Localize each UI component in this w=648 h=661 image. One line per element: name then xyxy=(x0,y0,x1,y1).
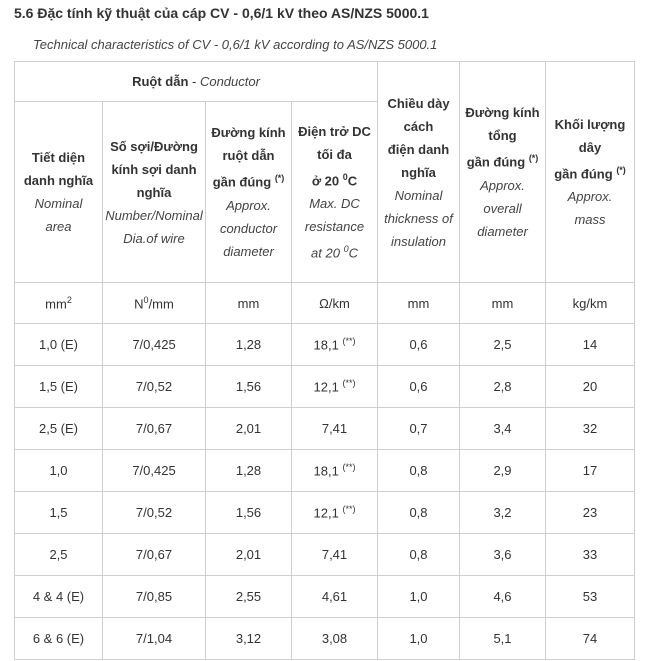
cell-resistance: 12,1 (**) xyxy=(292,366,378,408)
section-title: 5.6 Đặc tính kỹ thuật của cáp CV - 0,6/1 kV theo AS/NZS 5000.1 xyxy=(14,5,429,21)
cell-insulation: 0,7 xyxy=(378,408,460,450)
cell-overall-diameter: 3,6 xyxy=(460,534,546,576)
cell-conductor-diameter: 2,01 xyxy=(206,408,292,450)
conductor-group-header xyxy=(15,62,378,102)
cell-wire: 7/0,52 xyxy=(103,492,206,534)
col-3-vi-suffix: C xyxy=(347,173,358,188)
col-6-vi-line: dây xyxy=(578,139,602,155)
col-5-vi-line: Đường kính xyxy=(465,105,540,121)
cell-mass: 23 xyxy=(546,492,635,534)
col-0-vi-line: danh nghĩa xyxy=(23,173,94,188)
cell-resistance-note: (**) xyxy=(342,462,356,473)
col-4-en-line: thickness of xyxy=(384,210,453,226)
col-2-en-line: diameter xyxy=(223,243,274,259)
col-2-vi-sup: (*) xyxy=(274,173,285,184)
col-2-vi-line: Đường kính xyxy=(211,125,286,141)
table-row xyxy=(15,618,635,660)
unit-overall: mm xyxy=(460,283,546,324)
cell-overall-diameter: 2,9 xyxy=(460,450,546,492)
col-5-en-line: diameter xyxy=(477,223,528,239)
cell-area: 1,0 xyxy=(15,450,103,492)
conductor-label-en: Conductor xyxy=(199,74,260,89)
cell-resistance-note: (**) xyxy=(342,504,356,515)
cell-resistance: 18,1 (**) xyxy=(292,324,378,366)
cell-conductor-diameter: 1,28 xyxy=(206,324,292,366)
col-0-vi-line: Tiết diện xyxy=(31,150,86,165)
col-2-vi-line: ruột dẫn xyxy=(222,148,275,164)
header-row-top xyxy=(15,62,635,102)
cell-resistance: 7,41 xyxy=(292,408,378,450)
col-3-en-line: Max. DC xyxy=(309,196,360,211)
cell-wire: 7/0,67 xyxy=(103,534,206,576)
unit-resistance: Ω/km xyxy=(292,283,378,324)
cell-resistance: 7,41 xyxy=(292,534,378,576)
col-3-vi-sup: 0 xyxy=(342,171,348,182)
col-0-en-line: Nominal xyxy=(34,196,83,211)
unit-area: $mm^2$ xyxy=(15,283,103,324)
cell-conductor-diameter: 1,28 xyxy=(206,450,292,492)
col-1-vi-line: Số sợi/Đường xyxy=(110,138,198,154)
cell-area: 6 & 6 (E) xyxy=(15,618,103,660)
col-5-vi-line: tổng xyxy=(488,128,517,144)
column-header-3 xyxy=(292,102,378,283)
cell-resistance: 4,61 xyxy=(292,576,378,618)
cell-overall-diameter: 4,6 xyxy=(460,576,546,618)
cell-resistance: 12,1 (**) xyxy=(292,492,378,534)
cell-insulation: 0,8 xyxy=(378,450,460,492)
col-4-vi-line: Chiều dày xyxy=(387,95,450,111)
col-3-en-line: at 20 $^0$C xyxy=(311,244,358,261)
table-row xyxy=(15,534,635,576)
column-header-4 xyxy=(378,62,460,283)
col-3-en-suffix: C xyxy=(348,245,358,261)
unit-wire: $N^0/mm$ xyxy=(103,283,206,324)
conductor-label-sep: - xyxy=(188,74,200,89)
cell-resistance-note: (**) xyxy=(342,336,356,347)
col-6-vi-sup: (*) xyxy=(616,164,626,175)
col-1-en-line: Dia.of wire xyxy=(123,230,185,246)
column-header-1 xyxy=(103,102,206,283)
cell-resistance: 18,1 (**) xyxy=(292,450,378,492)
spec-table xyxy=(14,61,635,660)
col-1-vi-line: kính sợi danh xyxy=(111,161,197,177)
cell-area: 2,5 xyxy=(15,534,103,576)
col-5-vi-line: gần đúng (*) xyxy=(466,153,539,170)
cell-mass: 14 xyxy=(546,324,635,366)
cell-wire: 7/0,425 xyxy=(103,324,206,366)
col-4-vi-line: nghĩa xyxy=(401,164,436,180)
cell-mass: 53 xyxy=(546,576,635,618)
unit-cond-dia: mm xyxy=(206,283,292,324)
cell-overall-diameter: 3,4 xyxy=(460,408,546,450)
col-6-vi-line: Khối lượng xyxy=(554,116,626,132)
table-row xyxy=(15,408,635,450)
col-3-vi-line: ở 20 $^0$C xyxy=(311,171,358,188)
cell-wire: 7/0,85 xyxy=(103,576,206,618)
cell-conductor-diameter: 1,56 xyxy=(206,492,292,534)
units-row xyxy=(15,283,635,324)
col-3-vi-line: Điện trở DC xyxy=(298,123,371,139)
table-row xyxy=(15,492,635,534)
cell-mass: 32 xyxy=(546,408,635,450)
column-header-6 xyxy=(546,62,635,283)
table-row xyxy=(15,450,635,492)
col-6-en-line: mass xyxy=(574,212,606,228)
col-5-en-line: overall xyxy=(483,200,522,216)
col-3-en-line: resistance xyxy=(304,219,365,234)
cell-insulation: 0,8 xyxy=(378,492,460,534)
column-header-5 xyxy=(460,62,546,283)
cell-area: 1,0 (E) xyxy=(15,324,103,366)
cell-overall-diameter: 2,5 xyxy=(460,324,546,366)
col-4-vi-line: cách xyxy=(403,118,434,134)
cell-wire: 7/1,04 xyxy=(103,618,206,660)
col-0-en-line: area xyxy=(45,219,72,234)
cell-insulation: 0,6 xyxy=(378,324,460,366)
table-row xyxy=(15,324,635,366)
cell-conductor-diameter: 2,01 xyxy=(206,534,292,576)
cell-insulation: 1,0 xyxy=(378,618,460,660)
cell-mass: 20 xyxy=(546,366,635,408)
col-5-en-line: Approx. xyxy=(480,177,525,193)
cell-mass: 33 xyxy=(546,534,635,576)
col-2-en-line: Approx. xyxy=(226,197,271,213)
cell-conductor-diameter: 1,56 xyxy=(206,366,292,408)
cell-area: 1,5 (E) xyxy=(15,366,103,408)
col-1-en-line: Number/Nominal xyxy=(105,207,203,223)
unit-area-sup: 2 xyxy=(66,294,72,305)
cell-mass: 17 xyxy=(546,450,635,492)
col-2-en-line: conductor xyxy=(219,220,278,236)
col-6-vi-line: gần đúng (*) xyxy=(554,164,626,182)
table-body xyxy=(15,283,635,660)
cell-overall-diameter: 2,8 xyxy=(460,366,546,408)
table-row xyxy=(15,366,635,408)
col-4-en-line: Nominal xyxy=(394,187,443,203)
cell-conductor-diameter: 2,55 xyxy=(206,576,292,618)
cell-wire: 7/0,425 xyxy=(103,450,206,492)
column-header-2 xyxy=(206,102,292,283)
column-header-0 xyxy=(15,102,103,283)
col-2-vi-line: gần đúng (*) xyxy=(212,173,285,190)
cell-conductor-diameter: 3,12 xyxy=(206,618,292,660)
cell-overall-diameter: 3,2 xyxy=(460,492,546,534)
cell-overall-diameter: 5,1 xyxy=(460,618,546,660)
cell-insulation: 0,6 xyxy=(378,366,460,408)
col-3-en-sup: 0 xyxy=(343,244,349,254)
col-4-en-line: insulation xyxy=(391,233,446,249)
cell-area: 1,5 xyxy=(15,492,103,534)
col-1-vi-line: nghĩa xyxy=(136,184,172,200)
cell-wire: 7/0,52 xyxy=(103,366,206,408)
cell-insulation: 1,0 xyxy=(378,576,460,618)
unit-wire-sup: 0 xyxy=(143,294,149,305)
col-6-en-line: Approx. xyxy=(567,189,613,205)
table-header xyxy=(15,62,635,283)
cell-resistance-note: (**) xyxy=(342,378,356,389)
section-subtitle: Technical characteristics of CV - 0,6/1 kV according to AS/NZS 5000.1 xyxy=(33,37,438,52)
col-4-vi-line: điện danh xyxy=(387,141,450,157)
col-3-vi-line: tối đa xyxy=(317,146,352,162)
unit-mass: kg/km xyxy=(546,283,635,324)
cell-wire: 7/0,67 xyxy=(103,408,206,450)
table-row xyxy=(15,576,635,618)
unit-insulation: mm xyxy=(378,283,460,324)
conductor-label-vi: Ruột dẫn xyxy=(132,74,189,89)
cell-insulation: 0,8 xyxy=(378,534,460,576)
cell-mass: 74 xyxy=(546,618,635,660)
cell-resistance: 3,08 xyxy=(292,618,378,660)
col-5-vi-sup: (*) xyxy=(528,153,539,164)
cell-area: 2,5 (E) xyxy=(15,408,103,450)
cell-area: 4 & 4 (E) xyxy=(15,576,103,618)
